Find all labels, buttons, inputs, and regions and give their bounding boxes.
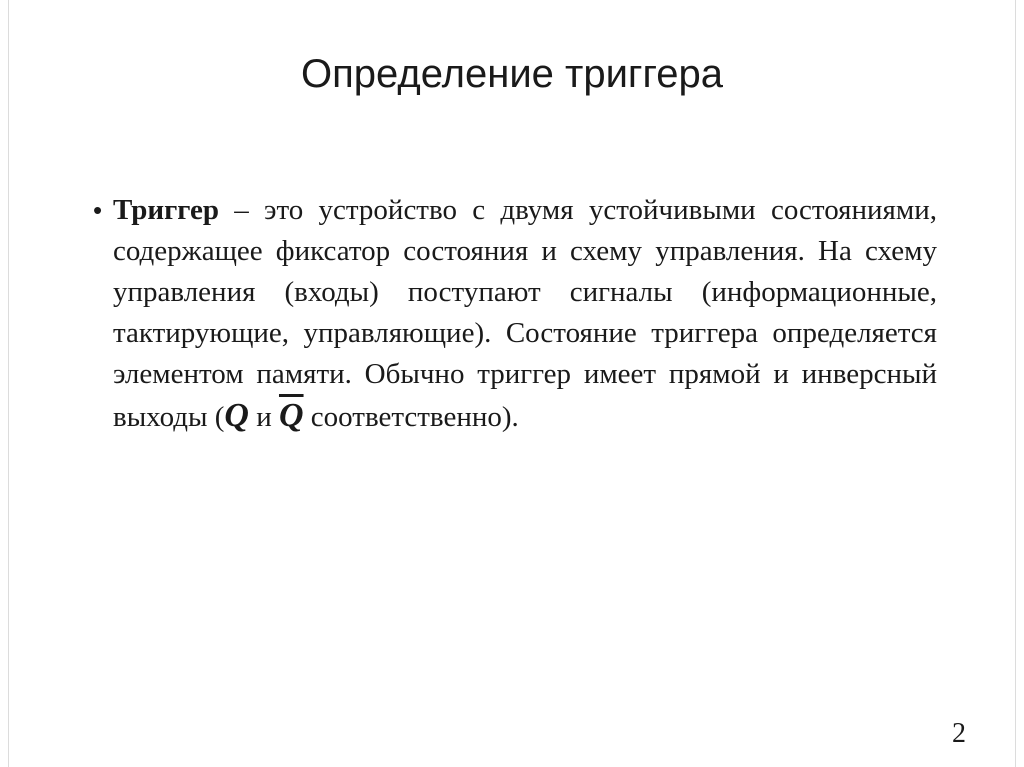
q-inverse-symbol: $\overline{Q}$ [278,397,304,434]
bullet-text [113,190,937,438]
slide-title: Определение триггера [301,52,723,96]
slide-border-right [1015,0,1016,767]
bullet-dot-icon: • [93,195,103,225]
definition-ending: соответственно). [303,401,519,433]
definition-text: – это устройство с двумя устойчивыми состояниями, содержащее фиксатор состояния и схему управления. На схему управления (входы) поступают сигналы (информационные, тактирующие, управляющие). Состояние триггера определяется элементом памяти. Обычно триггер имеет прямой и инверсный выходы ( [113,194,937,433]
slide-border-left [8,0,9,767]
q-direct-symbol: Q [224,397,249,434]
page-number: 2 [952,718,966,749]
bullet-item [93,190,937,438]
term-trigger: Триггер [113,194,220,226]
conjunction-text: и [248,401,279,433]
